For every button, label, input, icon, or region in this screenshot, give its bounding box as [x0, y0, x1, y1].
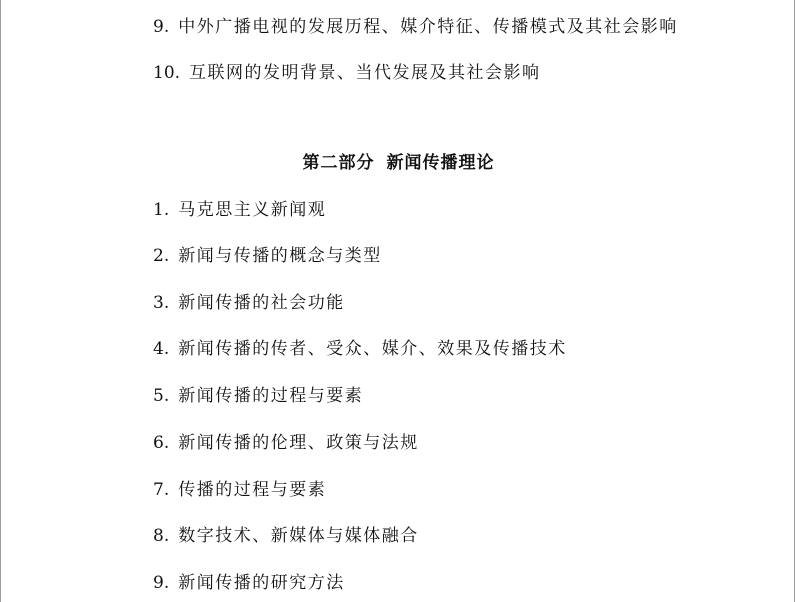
list-item: [153, 572, 345, 594]
list-item-number: 5.: [153, 386, 170, 406]
list-item: [153, 199, 326, 221]
list-item-text: 马克思主义新闻观: [178, 200, 327, 220]
list-item: [153, 245, 382, 267]
list-item-text: 新闻传播的社会功能: [178, 293, 345, 313]
list-item-text: 数字技术、新媒体与媒体融合: [178, 526, 419, 546]
section-heading: [1, 152, 795, 174]
list-item: [153, 62, 541, 84]
list-item-text: 新闻传播的传者、受众、媒介、效果及传播技术: [178, 339, 567, 359]
list-item-text: 新闻传播的伦理、政策与法规: [178, 433, 419, 453]
list-item: [153, 292, 345, 314]
list-item-number: 4.: [153, 339, 170, 359]
list-item: [153, 338, 567, 360]
section-heading-title: 新闻传播理论: [386, 153, 495, 173]
list-item: [153, 432, 419, 454]
list-item-text: 新闻与传播的概念与类型: [178, 246, 382, 266]
list-item-text: 新闻传播的研究方法: [178, 573, 345, 593]
list-item-number: 7.: [153, 480, 170, 500]
list-item: [153, 479, 326, 501]
list-item-text: 中外广播电视的发展历程、媒介特征、传播模式及其社会影响: [178, 17, 678, 37]
list-item-number: 9.: [153, 573, 170, 593]
section-heading-part: 第二部分: [302, 153, 375, 173]
list-item: [153, 16, 678, 38]
list-item-number: 2.: [153, 246, 170, 266]
list-item-text: 新闻传播的过程与要素: [178, 386, 364, 406]
list-item-number: 6.: [153, 433, 170, 453]
list-item-number: 1.: [153, 200, 170, 220]
list-item-number: 3.: [153, 293, 170, 313]
list-item-number: 10.: [153, 63, 181, 83]
list-item-text: 互联网的发明背景、当代发展及其社会影响: [189, 63, 541, 83]
list-item-number: 8.: [153, 526, 170, 546]
list-item-number: 9.: [153, 17, 170, 37]
list-item: [153, 525, 419, 547]
list-item: [153, 385, 363, 407]
list-item-text: 传播的过程与要素: [178, 480, 327, 500]
